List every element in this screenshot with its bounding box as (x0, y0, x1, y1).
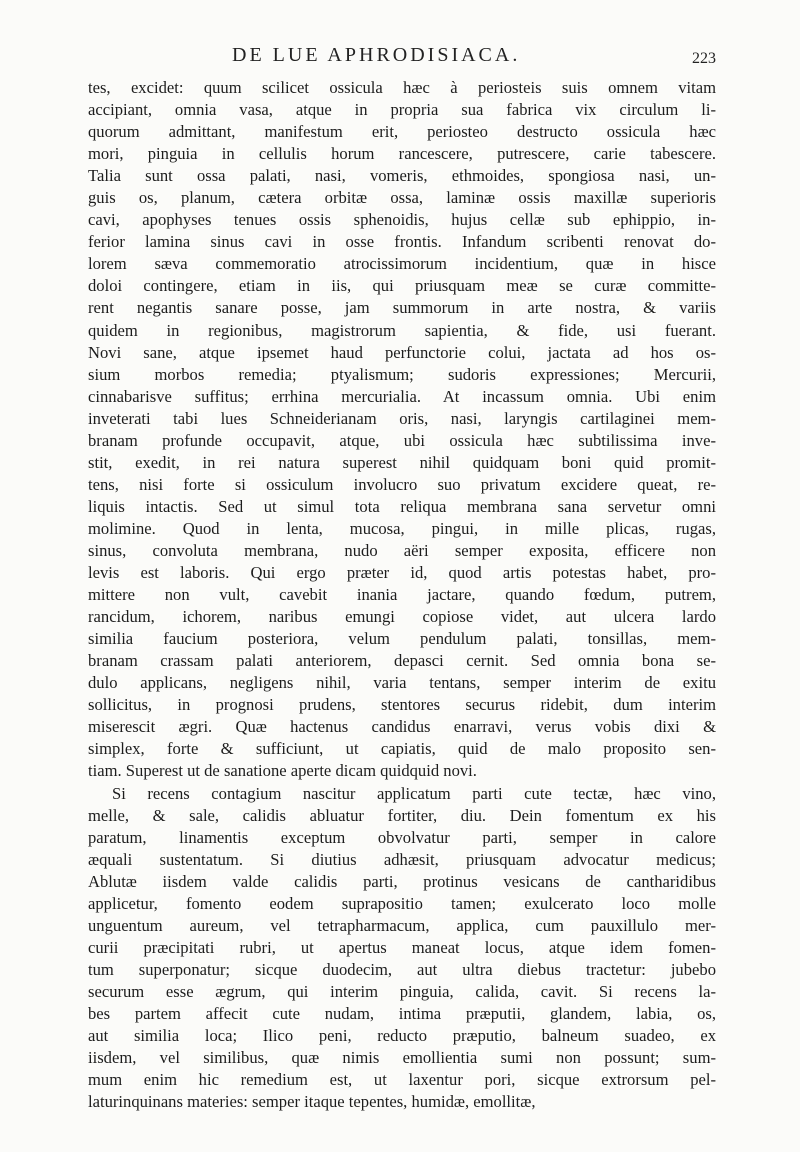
text-line: liquis intactis. Sed ut simul tota reliqua membrana sana servetur omni (88, 496, 716, 516)
text-line: inveterati tabi lues Schneiderianam oris, nasi, laryngis cartilaginei mem- (88, 408, 716, 428)
text-line: aut similia loca; Ilico peni, reducto præputio, balneum suadeo, ex (88, 1026, 716, 1046)
page-number: 223 (692, 50, 716, 67)
text-line: cavi, apophyses tenues ossis sphenoidis, hujus cellæ sub ephippio, in- (88, 210, 716, 230)
text-line: Si recens contagium nascitur applicatum parti cute tectæ, hæc vino, (112, 783, 716, 803)
text-line: sinus, convoluta membrana, nudo aëri semper exposita, efficere non (88, 540, 716, 560)
text-line: unguentum aureum, vel tetrapharmacum, applica, cum pauxillulo mer- (88, 915, 716, 935)
text-line: paratum, linamentis exceptum obvolvatur parti, semper in calore (88, 827, 716, 847)
paragraph (88, 783, 716, 1114)
text-line: tes, excidet: quum scilicet ossicula hæc à periosteis suis omnem vitam (88, 78, 716, 97)
running-title: DE LUE APHRODISIACA. (232, 44, 521, 66)
text-line: guis os, planum, cætera orbitæ ossa, laminæ ossis maxillæ superioris (88, 188, 716, 208)
text-line: stit, exedit, in rei natura superest nihil quidquam boni quid promit- (88, 452, 716, 472)
text-line: Talia sunt ossa palati, nasi, vomeris, ethmoides, spongiosa nasi, un- (88, 166, 716, 186)
text-line: branam profunde occupavit, atque, ubi ossicula hæc subtilissima inve- (88, 430, 716, 450)
paragraph (88, 77, 716, 783)
text-line: æquali sustentatum. Si diutius adhæsit, priusquam advocatur medicus; (88, 849, 716, 869)
text-line: Novi sane, atque ipsemet haud perfunctorie colui, jactata ad hos os- (88, 342, 716, 362)
text-line: sollicitus, in prognosi prudens, stentores securus ridebit, dum interim (88, 695, 716, 715)
text-line: sium morbos remedia; ptyalismum; sudoris expressiones; Mercurii, (88, 364, 716, 384)
text-line: tens, nisi forte si ossiculum involucro suo privatum excidere queat, re- (88, 474, 716, 494)
text-line: mum enim hic remedium est, ut laxentur pori, sicque extrorsum pel- (88, 1070, 716, 1090)
text-line: quidem in regionibus, magistrorum sapientia, & fide, usi fuerant. (88, 320, 716, 340)
text-line: securum esse ægrum, qui interim pinguia, calida, cavit. Si recens la- (88, 981, 716, 1001)
text-line: doloi contingere, etiam in iis, qui priusquam meæ se curæ committe- (88, 276, 716, 296)
text-line: laturinquinans materies: semper itaque tepentes, humidæ, emollitæ, (88, 1092, 536, 1112)
text-line: branam crassam palati anteriorem, depasci cernit. Sed omnia bona se- (88, 651, 716, 671)
text-line: mori, pinguia in cellulis horum rancescere, putrescere, carie tabescere. (88, 144, 716, 164)
text-line: simplex, forte & sufficiunt, ut capiatis, quid de malo proposito sen- (88, 739, 716, 759)
text-line: bes partem affecit cute nudam, intima præputii, glandem, labia, os, (88, 1003, 716, 1023)
text-line: molimine. Quod in lenta, mucosa, pingui, in mille plicas, rugas, (88, 518, 716, 538)
text-line: melle, & sale, calidis abluatur fortiter, diu. Dein fomentum ex his (88, 805, 716, 825)
text-line: ferior lamina sinus cavi in osse frontis. Infandum scribenti renovat do- (88, 232, 716, 252)
text-line: rent negantis sanare posse, jam summorum in arte nostra, & variis (88, 298, 716, 318)
text-line: mittere non vult, cavebit inania jactare, quando fœdum, putrem, (88, 585, 716, 605)
text-line: miserescit ægri. Quæ hactenus candidus enarravi, verus vobis dixi & (88, 717, 716, 737)
text-line: tum superponatur; sicque duodecim, aut ultra diebus tractetur: jubebo (88, 959, 716, 979)
text-line: dulo applicans, negligens nihil, varia tentans, semper interim de exitu (88, 673, 716, 693)
text-line: similia faucium posteriora, velum pendulum palati, tonsillas, mem- (88, 629, 716, 649)
text-line: Ablutæ iisdem valde calidis parti, protinus vesicans de cantharidibus (88, 871, 716, 891)
text-line: tiam. Superest ut de sanatione aperte dicam quidquid novi. (88, 761, 477, 781)
text-line: applicetur, fomento eodem suprapositio tamen; exulcerato loco molle (88, 893, 716, 913)
text-line: cinnabarisve suffitus; errhina mercurialia. At incassum omnia. Ubi enim (88, 386, 716, 406)
text-line: curii præcipitati rubri, ut apertus maneat locus, atque idem fomen- (88, 937, 716, 957)
text-line: rancidum, ichorem, naribus emungi copiose videt, aut ulcera lardo (88, 607, 716, 627)
text-line: accipiant, omnia vasa, atque in propria sua fabrica vix circulum li- (88, 100, 716, 120)
text-line: levis est laboris. Qui ergo præter id, quod artis potestas habet, pro- (88, 563, 716, 583)
body-text (88, 77, 716, 1113)
text-line: lorem sæva commemoratio atrocissimorum incidentium, quæ in hisce (88, 254, 716, 274)
text-line: iisdem, vel similibus, quæ nimis emollientia sumi non possunt; sum- (88, 1048, 716, 1068)
text-line: quorum admittant, manifestum erit, periosteo destructo ossicula hæc (88, 122, 716, 142)
